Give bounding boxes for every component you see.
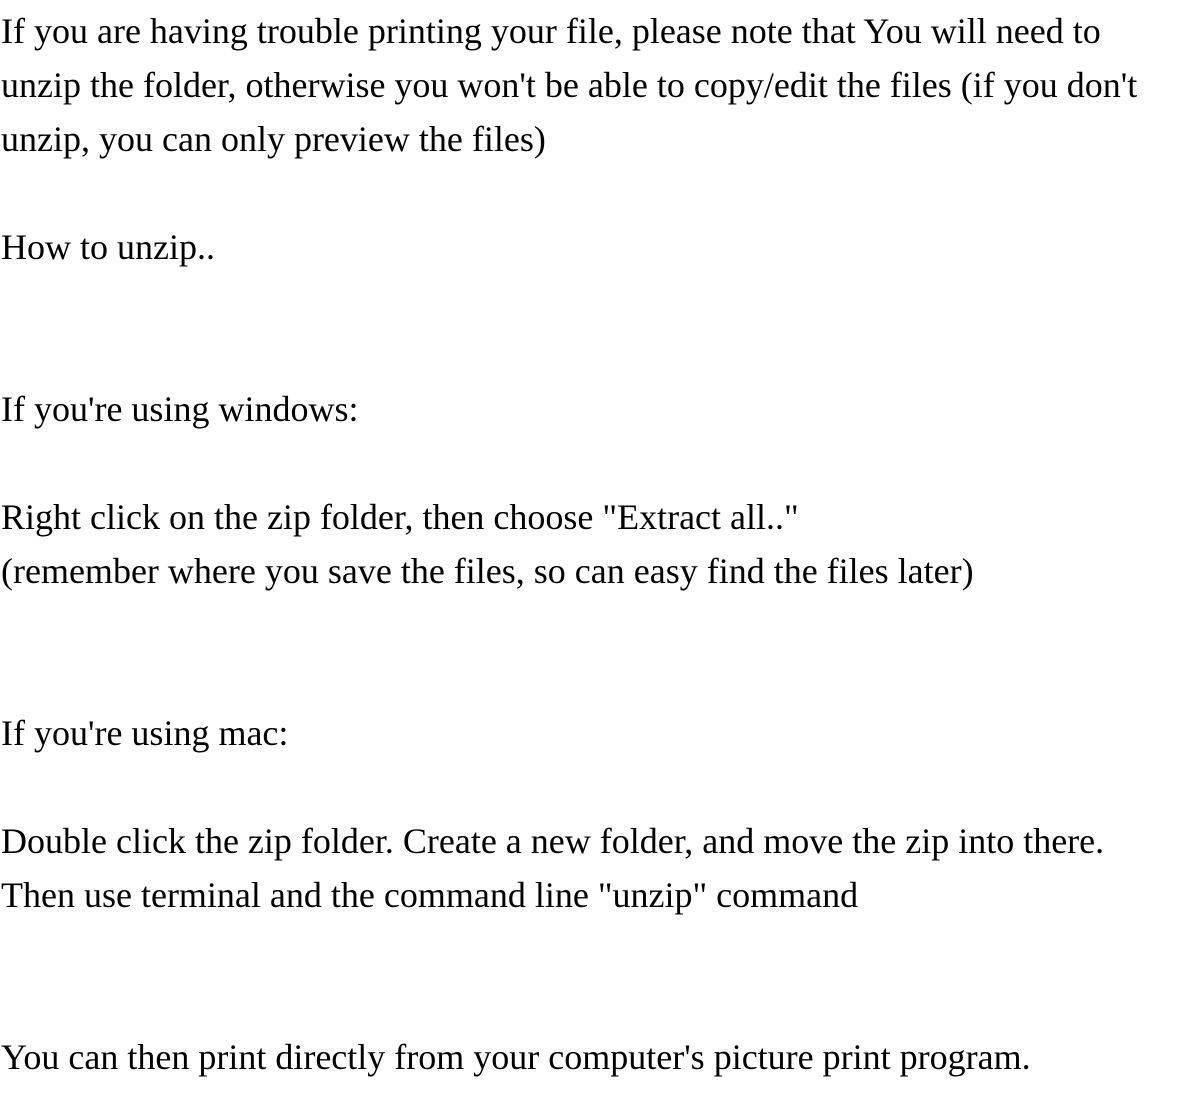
mac-heading: If you're using mac: (1, 713, 289, 753)
windows-heading: If you're using windows: (1, 389, 359, 429)
intro-line-1: If you are having trouble printing your file, please note that You will need to (1, 11, 1101, 51)
mac-step-1: Double click the zip folder. Create a new folder, and move the zip into there. (1, 821, 1105, 861)
intro-line-3: unzip, you can only preview the files) (1, 119, 546, 159)
windows-step-2: (remember where you save the files, so can easy find the files later) (1, 551, 974, 591)
intro-line-2: unzip the folder, otherwise you won't be able to copy/edit the files (if you don't (1, 65, 1138, 105)
closing-line: You can then print directly from your computer's picture print program. (1, 1037, 1031, 1077)
how-to-unzip-heading: How to unzip.. (1, 227, 215, 267)
windows-step-1: Right click on the zip folder, then choose "Extract all.." (1, 497, 799, 537)
mac-step-2: Then use terminal and the command line "unzip" command (1, 875, 859, 915)
